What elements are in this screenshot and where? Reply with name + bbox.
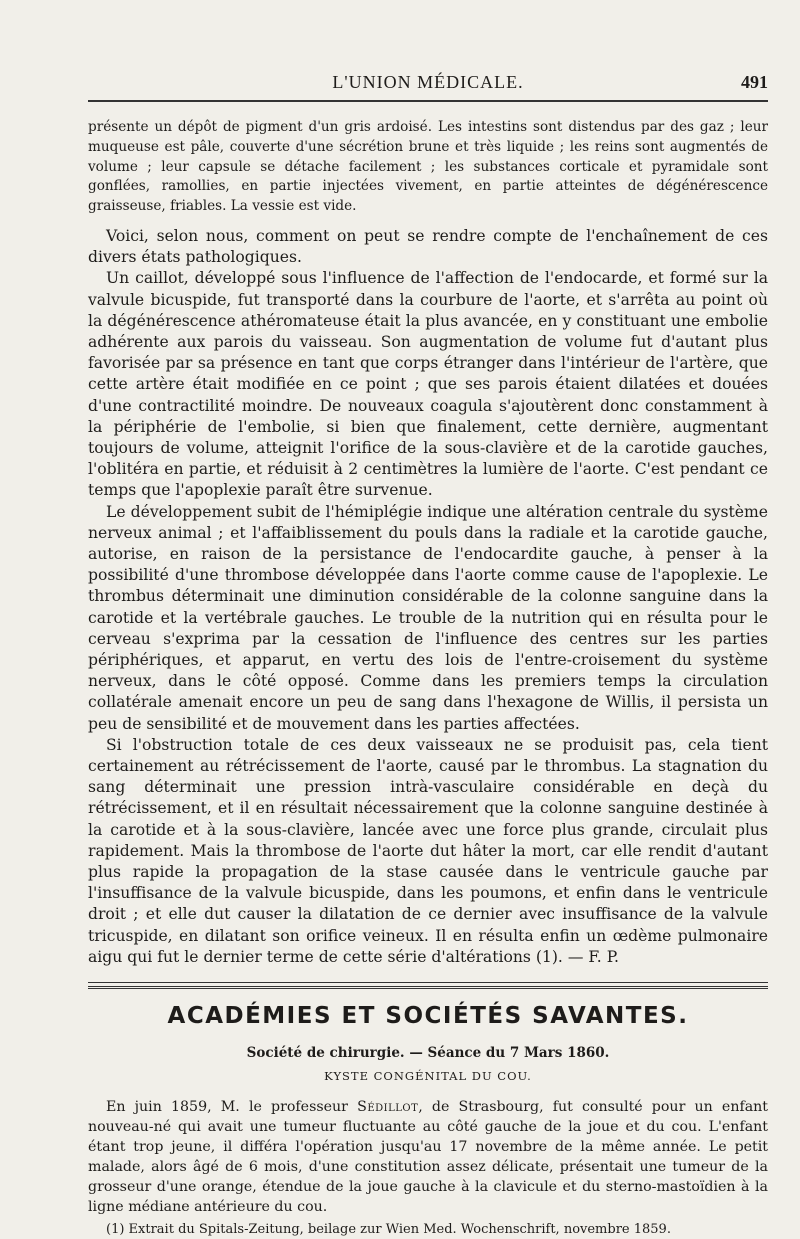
society-name: Société de chirurgie. (246, 1045, 405, 1062)
body-paragraph-2: Un caillot, développé sous l'influence de l'affection de l'endocarde, et formé sur la valvule bicuspide, fut transporté dans la courbure de l'aorte, et s'arrêta au point où la dégénérescence athéromateuse était la plus avancée, en y constituant une embolie adhérente aux parois du vaisseau. Son augmentation de volume fut d'autant plus favorisée par sa présence en tant que corps étranger dans l'intérieur de l'artère, que cette artère était modifiée en ce point ; que ses parois étaient dilatées et douées d'une contractilité moindre. De nouveaux coagula s'ajoutèrent donc constamment à la périphérie de l'embolie, si bien que finalement, cette dernière, augmentant toujours de volume, atteignit l'orifice de la sous-clavière et de la carotide gauches, l'oblitéra en partie, et réduisit à 2 centimètres la lumière de l'aorte. C'est pendant ce temps que l'apoplexie paraît être survenue. (88, 269, 768, 500)
section-title: ACADÉMIES ET SOCIÉTÉS SAVANTES. (167, 1003, 689, 1030)
page-number: 491 (741, 72, 768, 92)
society-heading (88, 1045, 768, 1061)
body-paragraph-3: Le développement subit de l'hémiplégie indique une altération centrale du système nerveux animal ; et l'affaiblissement du pouls dans la radiale et la carotide gauche, autorise, en raison de la persistance de l'endocardite gauche, à penser à la possibilité d'une thrombose développée dans l'aorte comme cause de l'apoplexie. Le thrombus déterminait une diminution considérable de la colonne sanguine dans la carotide et la vertébrale gauches. Le trouble de la nutrition qui en résulta pour le cerveau s'exprima par la cessation de l'influence des centres sur les parties périphériques, et apparut, en vertu des lois de l'entre-croisement du système nerveux, dans le côté opposé. Comme dans les premiers temps la circulation collatérale amenait encore un peu de sang dans l'hexagone de Willis, il persista un peu de sensibilité et de mouvement dans les parties affectées. (88, 502, 768, 733)
session-date: — Séance du 7 Mars 1860. (404, 1045, 610, 1062)
body-paragraph-1: Voici, selon nous, comment on peut se rendre compte de l'enchaînement de ces divers états pathologiques. (88, 226, 768, 267)
report-lead: En juin 1859, M. le professeur (106, 1099, 358, 1116)
report-paragraph (88, 1097, 768, 1217)
running-title: L'UNION MÉDICALE. (332, 72, 524, 92)
report-subject: KYSTE CONGÉNITAL DU COU. (324, 1069, 532, 1084)
autopsy-text: présente un dépôt de pigment d'un gris ardoisé. Les intestins sont distendus par des gaz ; leur muqueuse est pâle, couverte d'une sécrétion brune et très liquide ; les reins sont augmentés de volume ; leur capsule se détache facilement ; les substances corticale et pyramidale sont gonflées, ramollies, en partie injectées vivement, en partie atteintes de dégénérescence graisseuse, friables. La vessie est vide. (88, 119, 768, 215)
section-divider (88, 982, 768, 983)
footnote: (1) Extrait du Spitals-Zeitung, beilage zur Wien Med. Wochenschrift, novembre 1859. (106, 1222, 671, 1238)
header-rule (88, 100, 768, 102)
author-name: Sédillot (357, 1099, 419, 1116)
report-rest: , de Strasbourg, fut consulté pour un enfant nouveau-né qui avait une tumeur fluctuante au côté gauche de la joue et du cou. L'enfant étant trop jeune, il différa l'opération jusqu'au 17 novembre de la même année. Le petit malade, alors âgé de 6 mois, d'une constitution assez délicate, présentait une tumeur de la grosseur d'une orange, étendue de la joue gauche à la clavicule et du sterno-mastoïdien à la ligne médiane antérieure du cou. (88, 1099, 769, 1216)
page-header (88, 68, 768, 98)
section-divider-double (88, 986, 768, 991)
journal-page (88, 68, 768, 1239)
body-paragraph-4: Si l'obstruction totale de ces deux vaisseaux ne se produisit pas, cela tient certainement au rétrécissement de l'aorte, causé par le thrombus. La stagnation du sang déterminait une pression intrà-vasculaire considérable en deçà du rétrécissement, et il en résultait nécessairement que la colonne sanguine destinée à la carotide et à la sous-clavière, lancée avec une force plus grande, circulait plus rapidement. Mais la thrombose de l'aorte dut hâter la mort, car elle rendit d'autant plus rapide la propagation de la stase causée dans le ventricule gauche par l'insuffisance de la valvule bicuspide, dans les poumons, et enfin dans le ventricule droit ; et elle dut causer la dilatation de ce dernier avec insuffisance de la valvule tricuspide, en dilatant son orifice veineux. Il en résulta enfin un œdème pulmonaire aigu qui fut le dernier terme de cette série d'altérations (1). — F. P. (88, 735, 768, 966)
article-body (88, 226, 768, 968)
